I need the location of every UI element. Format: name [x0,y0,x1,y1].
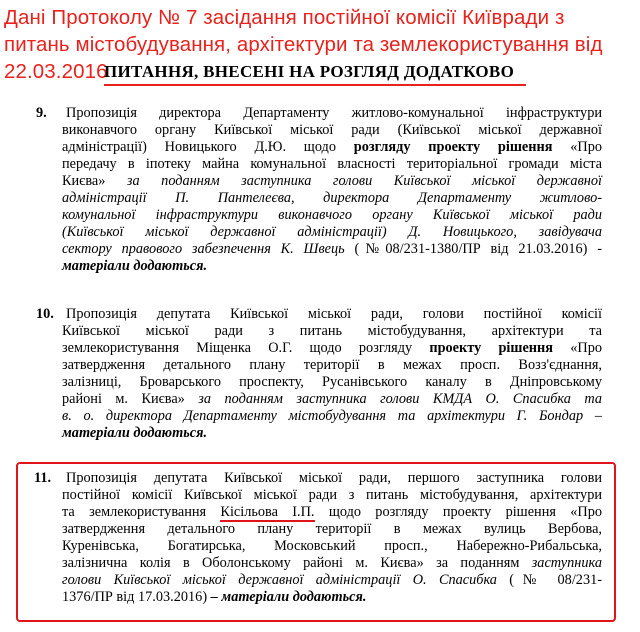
item-line [36,323,602,340]
text-run: «Про [552,139,602,155]
text-run: заступника [531,555,602,571]
text-run: проекту рішення [429,340,554,356]
text-run: землекористування Міщенка О.Г. щодо розгляду [62,340,430,356]
highlighted-name: Кісільова І.П. [220,504,315,520]
text-run: затвердження детального плану території в межах вулиць Вербова, [62,521,602,537]
text-run: голови Київської міської державної адміністрації О. Спасибка [62,572,497,588]
text-run: постійної комісії Київської міської ради з питань містобудування, архітектури [62,487,602,503]
text-run: сектору правового забезпечення К. Швець [62,241,345,257]
text-run: районі м. Києва» [62,391,199,407]
text-run: 1376/ПР від 17.03.2016) [62,589,211,605]
text-run: залізниці, Броварського проспекту, Русанівського каналу в Дніпровському [62,374,602,390]
item-line [36,105,602,122]
text-run: (Київської міської державної адміністрації) Д. Новицького, завідувача [62,224,602,240]
text-run: виконавчого органу Київської міської ради (Київської міської державної [62,122,602,138]
item-line [36,190,602,207]
item-line [36,357,602,374]
text-run: (№08/231-1380/ПР від 21.03.2016) - [344,241,602,257]
item-line [36,306,602,323]
text-run: адміністрації П. Пантелеєва, директора Департаменту житлово- [62,190,602,206]
item-line [36,408,602,425]
text-run: матеріали додаються. [62,258,208,274]
item-number: 9. [36,105,47,121]
text-run: залізнична колія в Оболонському районі м. Києва» за поданням [62,555,532,571]
item-line [36,340,602,357]
item-line [36,224,602,241]
item-line [36,156,602,173]
text-run: розгляду проекту рішення [353,139,553,155]
text-run: комунальної інфраструктури виконавчого органу Київської міської ради [62,207,602,223]
text-run: «Про [553,340,602,356]
text-run: – матеріали додаються. [210,589,367,605]
text-run: затвердження детального плану території в межах просп. Возз'єднання, [62,357,602,373]
item-number: 11. [34,470,52,486]
item-line [36,207,602,224]
text-run: за поданням заступника голови КМДА О. Спасибка та [198,391,602,407]
text-run: Куренівська, Богатирська, Московський просп., Набережно-Рибальська, [62,538,602,554]
caption-line-2: питань містобудування, архітектури та землекористування від [4,33,603,56]
agenda-item-9 [36,105,602,275]
caption-line-1: Дані Протоколу № 7 засідання постійної комісії Київради з [4,6,565,29]
section-title-underline [104,84,526,86]
text-run: передачу в іпотеку майна комунальної власності територіальної громади міста [62,156,602,172]
highlight-box-item-11 [16,462,616,622]
item-line [36,391,602,408]
item-line [36,425,602,442]
section-title: ПИТАННЯ, ВНЕСЕНІ НА РОЗГЛЯД ДОДАТКОВО [104,62,515,81]
text-run: адміністрації) Новицького Д.Ю. щодо [62,139,354,155]
item-line [36,173,602,190]
text-run: матеріали додаються. [62,425,208,441]
item-line [36,374,602,391]
text-run: та землекористування [62,504,221,520]
text-run: Пропозиція депутата Київської міської ради, першого заступника голови [66,470,602,486]
caption-line-3: 22.03.2016 [4,60,108,83]
item-line [36,258,602,275]
text-run: щодо розгляду проекту рішення «Про [314,504,602,520]
item-line [36,122,602,139]
text-run: Пропозиція директора Департаменту житлово-комунальної інфраструктури [66,105,602,121]
item-line [36,139,602,156]
text-run: (№ 08/231- [496,572,603,588]
item-line [36,241,602,258]
text-run: за поданням заступника голови Київської міської державної [126,173,602,189]
item-number: 10. [36,306,54,322]
text-run: Пропозиція депутата Київської міської ради, голови постійної комісії [66,306,602,322]
text-run: Києва» [62,173,127,189]
text-run: Київської міської ради з питань містобудування, архітектури та [62,323,602,339]
agenda-item-10 [36,306,602,442]
text-run: в. о. директора Департаменту містобудування та архітектури Г. Бондар – [62,408,602,424]
